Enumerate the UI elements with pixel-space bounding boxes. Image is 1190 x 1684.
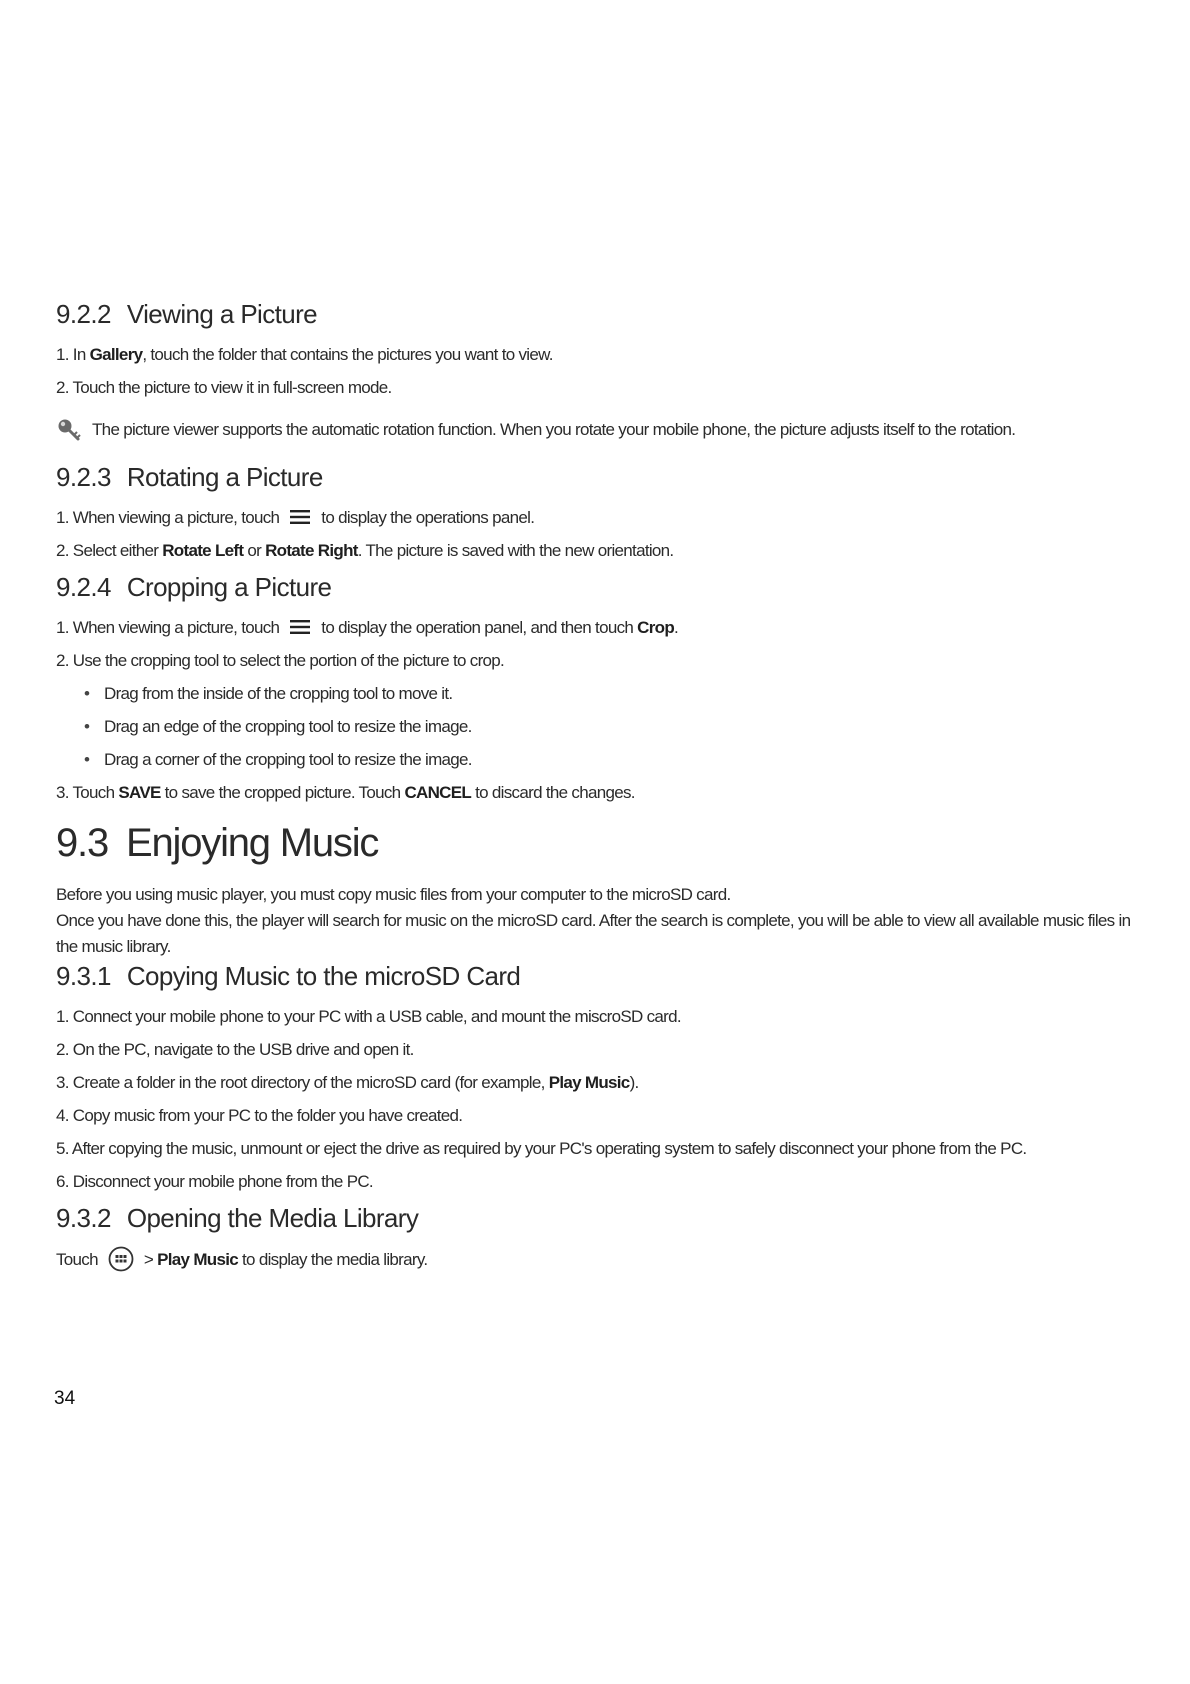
step-text: 4. Copy music from your PC to the folder you have created. — [56, 1106, 463, 1125]
step-text — [56, 615, 1136, 641]
heading-number: 9.3 — [56, 821, 109, 865]
text-run: 1. In — [56, 345, 90, 364]
text-run: or — [243, 541, 266, 560]
heading-cropping-picture — [56, 571, 1136, 603]
text-run: > — [143, 1250, 158, 1269]
menu-icon — [289, 509, 311, 525]
bold-term: CANCEL — [404, 783, 472, 802]
list-item: • Drag a corner of the cropping tool to resize the image. — [84, 747, 1136, 773]
bold-term: Rotate Left — [162, 541, 244, 560]
text-run: 3. Touch — [56, 783, 119, 802]
text-run: to display the operation panel, and then touch — [321, 618, 638, 637]
list-item: • Drag from the inside of the cropping tool to move it. — [84, 681, 1136, 707]
key-note-icon — [56, 417, 82, 443]
note-block — [56, 417, 1136, 443]
document-page — [56, 298, 1136, 1280]
heading-enjoying-music — [56, 820, 1136, 866]
step-text — [56, 780, 1136, 806]
heading-media-library — [56, 1202, 1136, 1234]
step-text: 2. Use the cropping tool to select the portion of the picture to crop. — [56, 651, 505, 670]
text-run: Touch — [56, 1250, 98, 1269]
heading-number: 9.3.1 — [56, 961, 111, 991]
text-run: 2. Select either — [56, 541, 163, 560]
heading-text: Viewing a Picture — [126, 299, 318, 329]
step-text — [56, 538, 1136, 564]
heading-text: Opening the Media Library — [126, 1203, 419, 1233]
text-run: to discard the changes. — [471, 783, 635, 802]
step-text: 5. After copying the music, unmount or eject the drive as required by your PC's operating system to safely disconnect your phone from the PC. — [56, 1139, 1027, 1158]
step-text: 2. Touch the picture to view it in full-screen mode. — [56, 378, 392, 397]
text-run: to display the operations panel. — [321, 508, 535, 527]
page-number: 34 — [54, 1388, 76, 1409]
bold-term: Play Music — [548, 1073, 630, 1092]
bold-term: Gallery — [89, 345, 143, 364]
bold-term: Play Music — [157, 1250, 239, 1269]
note-text: The picture viewer supports the automatic rotation function. When you rotate your mobile phone, the picture adjusts itself to the rotation. — [92, 420, 1016, 439]
text-run: . The picture is saved with the new orientation. — [357, 541, 674, 560]
heading-text: Cropping a Picture — [126, 572, 332, 602]
step-text: 2. On the PC, navigate to the USB drive and open it. — [56, 1040, 414, 1059]
list-item: • Drag an edge of the cropping tool to resize the image. — [84, 714, 1136, 740]
step-text: 1. Connect your mobile phone to your PC with a USB cable, and mount the miscroSD card. — [56, 1007, 681, 1026]
heading-rotating-picture — [56, 461, 1136, 493]
text-run: 3. Create a folder in the root directory of the microSD card (for example, — [56, 1073, 549, 1092]
heading-number: 9.2.2 — [56, 299, 111, 329]
paragraph: Before you using music player, you must copy music files from your computer to the microSD card. — [56, 885, 731, 904]
heading-number: 9.3.2 — [56, 1203, 111, 1233]
step-text — [56, 505, 1136, 531]
heading-copying-music — [56, 960, 1136, 992]
bold-term: Crop — [637, 618, 675, 637]
text-run: 1. When viewing a picture, touch — [56, 508, 280, 527]
text-run: . — [674, 618, 679, 637]
heading-number: 9.2.3 — [56, 462, 111, 492]
heading-text: Copying Music to the microSD Card — [126, 961, 521, 991]
step-text: 6. Disconnect your mobile phone from the PC. — [56, 1172, 373, 1191]
text-run: to display the media library. — [238, 1250, 428, 1269]
heading-text: Enjoying Music — [126, 821, 379, 865]
heading-text: Rotating a Picture — [126, 462, 323, 492]
step-text — [56, 1246, 1136, 1273]
text-run: ). — [629, 1073, 639, 1092]
text-run: , touch the folder that contains the pictures you want to view. — [142, 345, 553, 364]
paragraph: Once you have done this, the player will search for music on the microSD card. After the search is complete, you will be able to view all available music files in the music library. — [56, 911, 1131, 956]
menu-icon — [289, 619, 311, 635]
text-run: to save the cropped picture. Touch — [160, 783, 405, 802]
bold-term: Rotate Right — [265, 541, 358, 560]
heading-viewing-picture — [56, 298, 1136, 330]
step-text — [56, 1070, 1136, 1096]
apps-grid-icon — [108, 1246, 134, 1272]
bullet-list — [56, 681, 1136, 773]
heading-number: 9.2.4 — [56, 572, 111, 602]
text-run: 1. When viewing a picture, touch — [56, 618, 280, 637]
bold-term: SAVE — [118, 783, 161, 802]
step-text — [56, 342, 1136, 368]
